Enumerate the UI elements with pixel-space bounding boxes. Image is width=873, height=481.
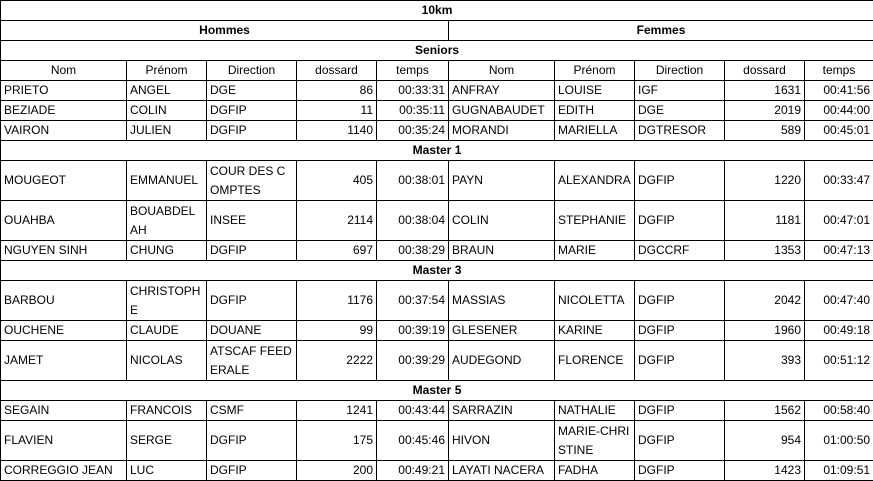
men-direction-cell: CSMF [207,401,297,421]
women-direction-cell: DGE [635,101,725,121]
men-header: Hommes [1,21,449,41]
category-row [1,41,873,61]
women-dossard-cell: 393 [725,341,805,381]
men-dossard-cell: 2222 [297,341,377,381]
men-direction-cell: DOUANE [207,321,297,341]
women-temps-cell: 00:58:40 [805,401,873,421]
women-prenom-cell: LOUISE [555,81,635,101]
men-temps-cell: 00:33:31 [377,81,449,101]
women-direction-cell: DGFIP [635,321,725,341]
women-direction-cell: DGFIP [635,161,725,201]
women-nom-cell: SARRAZIN [449,401,555,421]
women-temps-cell: 00:41:56 [805,81,873,101]
women-prenom-cell: ALEXANDRA [555,161,635,201]
men-dossard-cell: 2114 [297,201,377,241]
category-row [1,261,873,281]
men-direction-cell: DGFIP [207,101,297,121]
men-temps-cell: 00:45:46 [377,421,449,461]
column-header-row [1,61,873,81]
women-prenom-cell: FLORENCE [555,341,635,381]
men-direction-cell: DGFIP [207,421,297,461]
women-prenom-cell: EDITH [555,101,635,121]
men-temps-cell: 00:38:04 [377,201,449,241]
women-dossard-cell: 2019 [725,101,805,121]
women-prenom-cell: MARIE-CHRISTINE [555,421,635,461]
women-nom-cell: BRAUN [449,241,555,261]
column-header: Direction [207,61,297,81]
men-prenom-cell: BOUABDELAH [127,201,207,241]
men-direction-cell: DGE [207,81,297,101]
men-direction-cell: DGFIP [207,281,297,321]
men-direction-cell: DGFIP [207,241,297,261]
men-nom-cell: OUCHENE [1,321,127,341]
column-header: dossard [725,61,805,81]
table-row [1,121,873,141]
men-nom-cell: CORREGGIO JEAN [1,461,127,481]
women-prenom-cell: NATHALIE [555,401,635,421]
women-nom-cell: MASSIAS [449,281,555,321]
men-nom-cell: NGUYEN SINH [1,241,127,261]
race-title: 10km [1,1,873,21]
women-temps-cell: 00:33:47 [805,161,873,201]
women-direction-cell: DGFIP [635,281,725,321]
women-nom-cell: MORANDI [449,121,555,141]
women-dossard-cell: 589 [725,121,805,141]
column-header: Prénom [555,61,635,81]
women-dossard-cell: 1423 [725,461,805,481]
women-temps-cell: 00:44:00 [805,101,873,121]
men-prenom-cell: SERGE [127,421,207,461]
men-prenom-cell: LUC [127,461,207,481]
women-nom-cell: PAYN [449,161,555,201]
women-temps-cell: 01:00:50 [805,421,873,461]
men-dossard-cell: 11 [297,101,377,121]
men-dossard-cell: 175 [297,421,377,461]
table-row [1,321,873,341]
table-row [1,101,873,121]
men-nom-cell: SEGAIN [1,401,127,421]
column-header: Prénom [127,61,207,81]
women-dossard-cell: 1631 [725,81,805,101]
women-dossard-cell: 2042 [725,281,805,321]
women-prenom-cell: STEPHANIE [555,201,635,241]
men-nom-cell: BEZIADE [1,101,127,121]
women-dossard-cell: 1220 [725,161,805,201]
women-direction-cell: DGFIP [635,401,725,421]
women-temps-cell: 00:45:01 [805,121,873,141]
women-nom-cell: GLESENER [449,321,555,341]
men-prenom-cell: FRANCOIS [127,401,207,421]
men-temps-cell: 00:39:29 [377,341,449,381]
women-direction-cell: DGTRESOR [635,121,725,141]
women-temps-cell: 00:47:13 [805,241,873,261]
men-temps-cell: 00:35:24 [377,121,449,141]
women-prenom-cell: FADHA [555,461,635,481]
category-label: Seniors [1,41,873,61]
men-direction-cell: INSEE [207,201,297,241]
category-label: Master 1 [1,141,873,161]
table-row [1,281,873,321]
women-nom-cell: GUGNABAUDET [449,101,555,121]
men-dossard-cell: 200 [297,461,377,481]
women-direction-cell: DGFIP [635,461,725,481]
men-dossard-cell: 405 [297,161,377,201]
men-prenom-cell: JULIEN [127,121,207,141]
men-prenom-cell: COLIN [127,101,207,121]
men-direction-cell: COUR DES COMPTES [207,161,297,201]
men-prenom-cell: EMMANUEL [127,161,207,201]
women-header: Femmes [449,21,873,41]
men-nom-cell: OUAHBA [1,201,127,241]
men-temps-cell: 00:49:21 [377,461,449,481]
women-temps-cell: 00:49:18 [805,321,873,341]
men-nom-cell: JAMET [1,341,127,381]
men-dossard-cell: 86 [297,81,377,101]
column-header: Nom [449,61,555,81]
men-direction-cell: ATSCAF FEEDERALE [207,341,297,381]
women-dossard-cell: 954 [725,421,805,461]
column-header: temps [805,61,873,81]
women-temps-cell: 00:51:12 [805,341,873,381]
men-direction-cell: DGFIP [207,121,297,141]
table-row [1,341,873,381]
women-direction-cell: IGF [635,81,725,101]
men-nom-cell: FLAVIEN [1,421,127,461]
women-prenom-cell: NICOLETTA [555,281,635,321]
men-dossard-cell: 1176 [297,281,377,321]
men-nom-cell: PRIETO [1,81,127,101]
table-row [1,421,873,461]
women-dossard-cell: 1181 [725,201,805,241]
women-dossard-cell: 1353 [725,241,805,261]
column-header: dossard [297,61,377,81]
men-prenom-cell: CLAUDE [127,321,207,341]
column-header: temps [377,61,449,81]
category-row [1,381,873,401]
women-prenom-cell: KARINE [555,321,635,341]
category-label: Master 3 [1,261,873,281]
men-nom-cell: MOUGEOT [1,161,127,201]
men-temps-cell: 00:39:19 [377,321,449,341]
women-dossard-cell: 1562 [725,401,805,421]
men-dossard-cell: 697 [297,241,377,261]
men-dossard-cell: 99 [297,321,377,341]
women-direction-cell: DGFIP [635,341,725,381]
women-nom-cell: LAYATI NACERA [449,461,555,481]
column-header: Nom [1,61,127,81]
men-prenom-cell: CHRISTOPHE [127,281,207,321]
women-nom-cell: AUDEGOND [449,341,555,381]
column-header: Direction [635,61,725,81]
women-temps-cell: 00:47:01 [805,201,873,241]
men-temps-cell: 00:35:11 [377,101,449,121]
table-row [1,201,873,241]
men-nom-cell: VAIRON [1,121,127,141]
women-direction-cell: DGFIP [635,421,725,461]
men-dossard-cell: 1241 [297,401,377,421]
men-nom-cell: BARBOU [1,281,127,321]
men-temps-cell: 00:37:54 [377,281,449,321]
women-direction-cell: DGFIP [635,201,725,241]
women-nom-cell: HIVON [449,421,555,461]
women-temps-cell: 00:47:40 [805,281,873,321]
men-dossard-cell: 1140 [297,121,377,141]
women-dossard-cell: 1960 [725,321,805,341]
gender-row [1,21,873,41]
women-temps-cell: 01:09:51 [805,461,873,481]
women-direction-cell: DGCCRF [635,241,725,261]
category-label: Master 5 [1,381,873,401]
men-prenom-cell: CHUNG [127,241,207,261]
table-row [1,161,873,201]
men-direction-cell: DGFIP [207,461,297,481]
men-temps-cell: 00:43:44 [377,401,449,421]
title-row [1,1,873,21]
table-body [1,1,873,481]
women-prenom-cell: MARIE [555,241,635,261]
men-temps-cell: 00:38:01 [377,161,449,201]
men-prenom-cell: NICOLAS [127,341,207,381]
women-nom-cell: ANFRAY [449,81,555,101]
women-nom-cell: COLIN [449,201,555,241]
table-row [1,461,873,481]
table-row [1,81,873,101]
category-row [1,141,873,161]
table-row [1,241,873,261]
men-prenom-cell: ANGEL [127,81,207,101]
women-prenom-cell: MARIELLA [555,121,635,141]
table-row [1,401,873,421]
men-temps-cell: 00:38:29 [377,241,449,261]
